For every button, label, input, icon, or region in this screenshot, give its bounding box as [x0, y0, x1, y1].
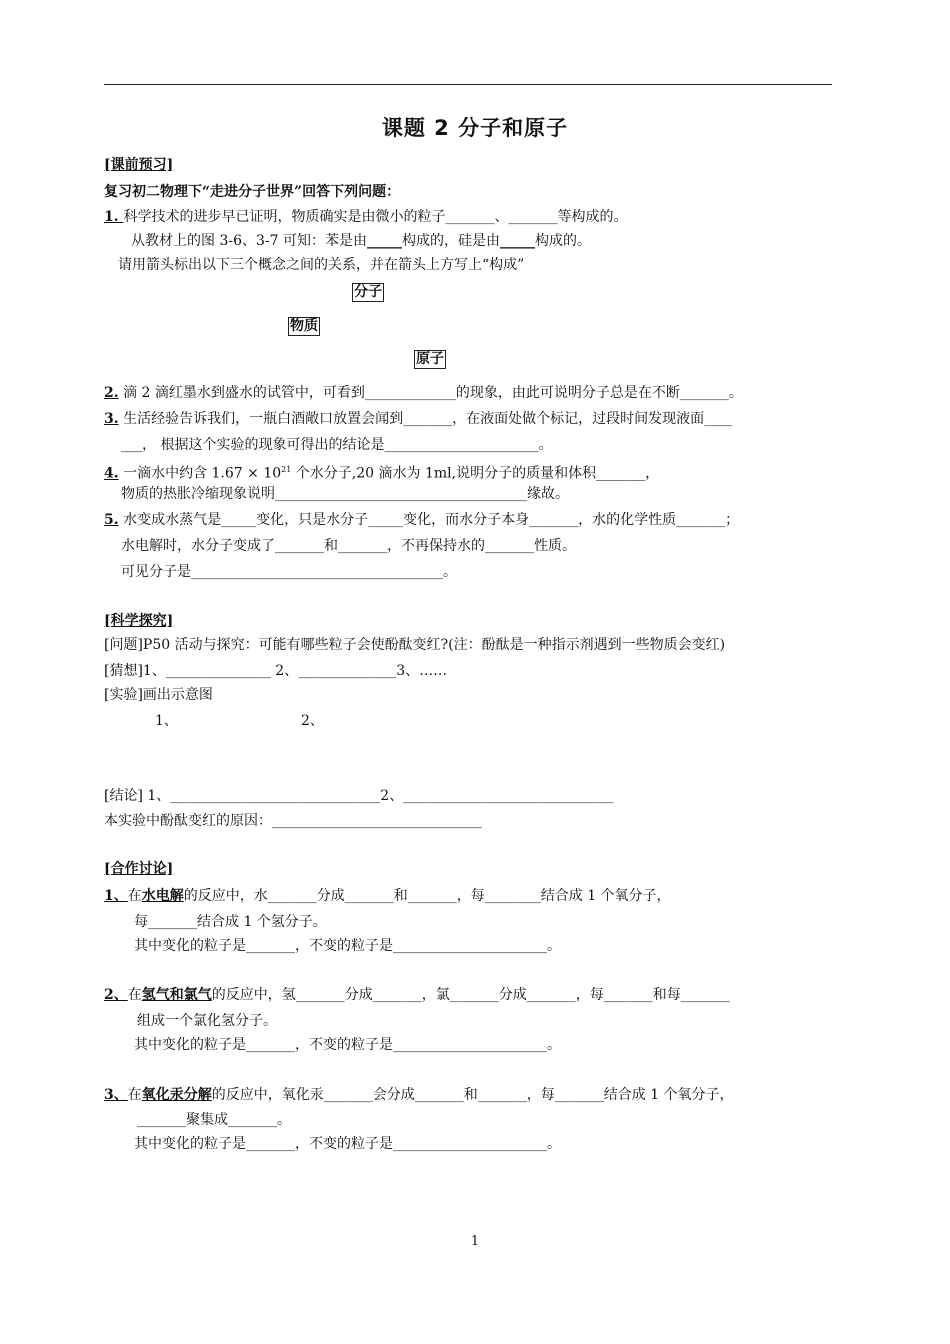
question-number: 2. — [104, 385, 119, 401]
page-title: 课题 2 分子和原子 — [381, 116, 569, 140]
question-number: 3. — [104, 411, 119, 427]
discuss-3-line2: _______聚集成_______。 — [137, 1112, 291, 1128]
text-span: 在 — [127, 888, 142, 904]
experiment-item-2: 2、 — [301, 713, 324, 729]
question-text: 科学技术的进步早已证明，物质确实是由微小的粒子_______、_______等构成的。 — [123, 209, 628, 225]
question-number: 1、 — [104, 888, 128, 904]
question-text: 水变成水蒸气是_____变化，只是水分子_____变化，而水分子本身_______，水的化学性质_______； — [118, 512, 740, 528]
question-number: 4. — [104, 465, 119, 482]
text-span: 的反应中，氧化汞_______会分成_______和_______，每_______结合成 1 个氧分子， — [211, 1087, 734, 1103]
explore-experiment: [实验]画出示意图 — [104, 687, 213, 703]
section-header-preview: [课前预习] — [104, 157, 174, 173]
question-text: 个水分子,20 滴水为 1ml,说明分子的质量和体积_______， — [291, 465, 660, 482]
discuss-1-line2: 每_______结合成 1 个氢分子。 — [134, 914, 327, 930]
experiment-item-1: 1、 — [155, 713, 178, 729]
text-span: 从教材上的图 3-6、3-7 可知：苯是由 — [131, 233, 367, 249]
question-5-line2: 水电解时，水分子变成了_______和_______，不再保持水的_______性质。 — [121, 538, 576, 554]
question-4-line2: 物质的热胀冷缩现象说明____________________________________缘故。 — [121, 486, 569, 502]
explore-reason: 本实验中酚酞变红的原因：______________________________ — [104, 813, 482, 829]
question-text: 生活经验告诉我们，一瓶白酒敞口放置会闻到_______，在液面处做个标记，过段时间发现液面____ — [118, 411, 733, 427]
text-span: 的反应中，水_______分成_______和_______，每________结合成 1 个氧分子， — [183, 888, 671, 904]
question-3-line2: ___， 根据这个实验的现象可得出的结论是______________________。 — [121, 437, 553, 453]
question-number: 2、 — [104, 987, 128, 1003]
text-span: 在 — [127, 987, 142, 1003]
explore-question: [问题]P50 活动与探究：可能有哪些粒子会使酚酞变红?(注：酚酞是一种指示剂遇到一些物质会变红) — [104, 637, 726, 653]
question-1 — [104, 208, 628, 226]
question-number: 1. — [104, 209, 124, 225]
explore-conclusion: [结论] 1、______________________________2、______________________________ — [104, 788, 614, 804]
question-5-line3: 可见分子是____________________________________。 — [121, 564, 457, 580]
discuss-3 — [104, 1086, 734, 1104]
discuss-2 — [104, 986, 730, 1004]
concept-atom-box: 原子 — [416, 351, 444, 367]
text-span: 构成的，硅是由 — [402, 233, 500, 249]
text-span: 在 — [127, 1087, 142, 1103]
question-3 — [104, 410, 732, 428]
explore-guess: [猜想]1、_______________ 2、______________3、…… — [104, 663, 448, 679]
page-number: 1 — [470, 1234, 480, 1249]
question-5 — [104, 511, 739, 529]
section-header-explore: [科学探究] — [104, 613, 174, 629]
question-1-line3: 请用箭头标出以下三个概念之间的关系，并在箭头上方写上“构成” — [118, 257, 525, 273]
preview-intro: 复习初二物理下“走进分子世界”回答下列问题： — [104, 184, 401, 200]
text-span: 的反应中，氢_______分成_______，氯_______分成_______，每_______和每_______ — [211, 987, 730, 1003]
concept-molecule-box: 分子 — [354, 284, 382, 300]
discuss-2-line2: 组成一个氯化氢分子。 — [137, 1013, 277, 1029]
discuss-3-line3: 其中变化的粒子是_______，不变的粒子是______________________。 — [134, 1136, 561, 1152]
blank: _____ — [500, 233, 535, 249]
keyword: 氧化汞分解 — [141, 1087, 212, 1103]
discuss-1 — [104, 887, 671, 905]
blank: _____ — [367, 233, 402, 249]
question-1-line2 — [131, 232, 591, 250]
exponent: 21 — [281, 465, 292, 474]
question-number: 3、 — [104, 1087, 128, 1103]
keyword: 水电解 — [141, 888, 184, 904]
keyword: 氢气和氯气 — [141, 987, 212, 1003]
question-text: 一滴水中约含 1.67 × 10 — [118, 465, 282, 482]
question-text: 滴 2 滴红墨水到盛水的试管中，可看到_____________的现象，由此可说明分子总是在不断_______。 — [118, 385, 743, 401]
text-span: 构成的。 — [535, 233, 591, 249]
discuss-2-line3: 其中变化的粒子是_______，不变的粒子是______________________。 — [134, 1037, 561, 1053]
discuss-1-line3: 其中变化的粒子是_______，不变的粒子是______________________。 — [134, 938, 561, 954]
question-number: 5. — [104, 512, 119, 528]
question-2 — [104, 384, 743, 402]
question-4 — [104, 461, 659, 483]
header-rule — [104, 84, 832, 85]
section-header-discuss: [合作讨论] — [104, 861, 174, 877]
concept-matter-box: 物质 — [290, 318, 318, 334]
